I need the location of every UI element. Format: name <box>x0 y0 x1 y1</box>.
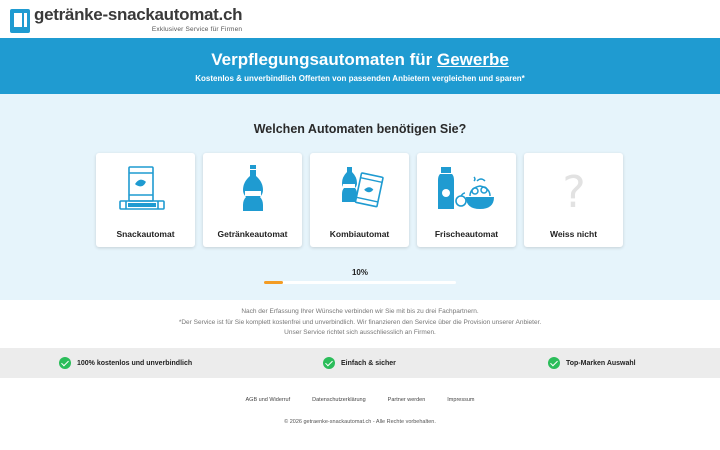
header <box>0 0 720 38</box>
svg-text:?: ? <box>561 167 586 215</box>
option-label: Kombiautomat <box>329 229 390 239</box>
combo-icon <box>330 163 390 215</box>
option-label: Getränkeautomat <box>217 229 288 239</box>
question-mark-icon <box>544 163 604 215</box>
hero-title-prefix: Verpflegungsautomaten für <box>211 50 437 69</box>
logo-icon <box>10 9 30 33</box>
footer-link-impressum[interactable]: Impressum <box>447 397 475 403</box>
option-frischeautomat[interactable] <box>417 153 516 247</box>
option-label: Frischeautomat <box>434 229 499 239</box>
check-icon <box>323 357 335 369</box>
check-icon <box>59 357 71 369</box>
hero-subtitle: Kostenlos & unverbindlich Offerten von passenden Anbietern vergleichen und sparen* <box>195 74 525 83</box>
info-text <box>0 307 720 339</box>
features-bar <box>0 348 720 378</box>
option-kombiautomat[interactable] <box>310 153 409 247</box>
option-getraenkeautomat[interactable] <box>203 153 302 247</box>
option-label: Snackautomat <box>116 229 175 239</box>
question-title: Welchen Automaten benötigen Sie? <box>253 122 467 136</box>
progress-bar <box>264 281 456 284</box>
feature-item <box>548 357 636 369</box>
progress-fill <box>264 281 283 284</box>
snack-icon <box>116 163 176 215</box>
info-line: Unser Service richtet sich ausschliesslich an Firmen. <box>284 329 436 336</box>
info-line: Nach der Erfassung Ihrer Wünsche verbinden wir Sie mit bis zu drei Fachpartnern. <box>241 308 479 315</box>
option-weiss-nicht[interactable] <box>524 153 623 247</box>
feature-item <box>59 357 192 369</box>
progress-label: 10% <box>351 268 368 277</box>
hero-title-highlight: Gewerbe <box>436 50 509 69</box>
feature-label: 100% kostenlos und unverbindlich <box>77 359 193 367</box>
machine-options <box>96 153 623 247</box>
logo-subtitle: Exklusiver Service für Firmen <box>151 26 243 33</box>
logo-title: getränke-snackautomat.ch <box>34 5 243 24</box>
fresh-food-icon <box>437 163 497 215</box>
feature-item <box>323 357 396 369</box>
copyright: © 2026 getraenke-snackautomat.ch - Alle Rechte vorbehalten. <box>284 419 436 425</box>
info-line: *Der Service ist für Sie komplett kostenfrei und unverbindlich. Wir finanzieren den Service über die Provision unserer Anbieter. <box>178 318 542 326</box>
footer-link-agb[interactable]: AGB und Widerruf <box>245 397 291 403</box>
check-icon <box>548 357 560 369</box>
option-snackautomat[interactable] <box>96 153 195 247</box>
feature-label: Top-Marken Auswahl <box>566 359 636 367</box>
footer-links <box>0 397 720 403</box>
footer-link-partner[interactable]: Partner werden <box>387 397 426 403</box>
logo[interactable] <box>10 5 242 33</box>
hero-title <box>0 38 720 70</box>
feature-label: Einfach & sicher <box>341 359 396 367</box>
option-label: Weiss nicht <box>549 229 598 239</box>
bottle-icon <box>223 163 283 215</box>
main-section <box>0 94 720 300</box>
footer-link-datenschutz[interactable]: Datenschutzerklärung <box>312 397 366 403</box>
hero-banner <box>0 38 720 94</box>
